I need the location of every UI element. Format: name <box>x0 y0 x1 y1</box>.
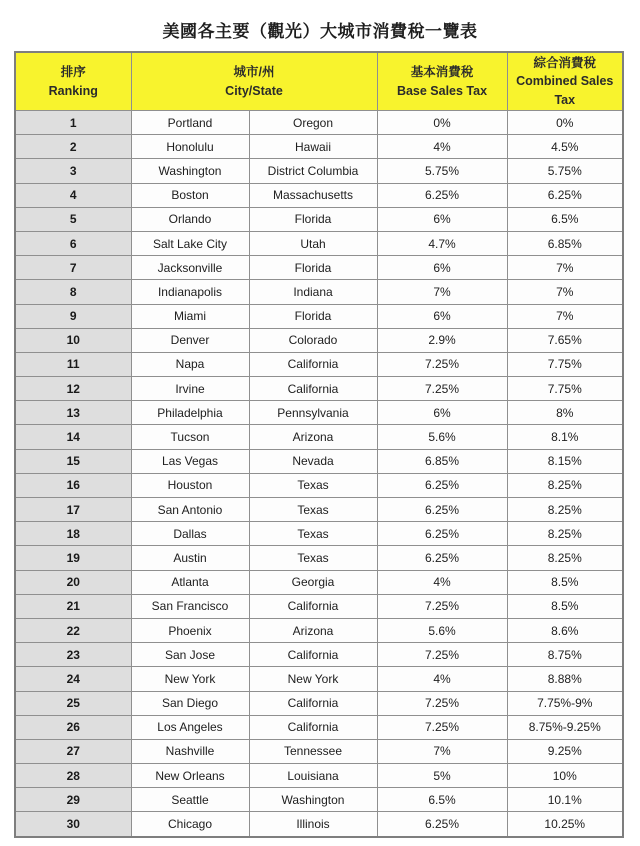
base-tax-cell: 5.6% <box>377 425 507 449</box>
city-cell: Los Angeles <box>131 715 249 739</box>
combined-tax-cell: 8.25% <box>507 522 623 546</box>
table-row <box>15 207 623 231</box>
base-tax-cell: 6.5% <box>377 788 507 812</box>
city-cell: San Jose <box>131 643 249 667</box>
header-ranking-en: Ranking <box>48 83 98 98</box>
table-row <box>15 328 623 352</box>
city-cell: Nashville <box>131 739 249 763</box>
base-tax-cell: 5.6% <box>377 618 507 642</box>
header-base-tax-zh: 基本消費稅 <box>410 65 474 80</box>
base-tax-cell: 6.25% <box>377 812 507 837</box>
table-row <box>15 812 623 837</box>
state-cell: Arizona <box>249 618 377 642</box>
rank-cell: 6 <box>15 231 131 255</box>
state-cell: Colorado <box>249 328 377 352</box>
base-tax-cell: 4% <box>377 135 507 159</box>
city-cell: Miami <box>131 304 249 328</box>
state-cell: Tennessee <box>249 739 377 763</box>
combined-tax-cell: 0% <box>507 111 623 135</box>
table-row <box>15 643 623 667</box>
combined-tax-cell: 6.5% <box>507 207 623 231</box>
table-row <box>15 570 623 594</box>
table-row <box>15 498 623 522</box>
city-cell: New York <box>131 667 249 691</box>
rank-cell: 19 <box>15 546 131 570</box>
rank-cell: 18 <box>15 522 131 546</box>
combined-tax-cell: 7.75%-9% <box>507 691 623 715</box>
rank-cell: 22 <box>15 618 131 642</box>
city-cell: San Francisco <box>131 594 249 618</box>
base-tax-cell: 0% <box>377 111 507 135</box>
header-combined-tax-zh: 綜合消費稅 <box>533 56 596 71</box>
combined-tax-cell: 8.5% <box>507 570 623 594</box>
rank-cell: 28 <box>15 764 131 788</box>
rank-cell: 7 <box>15 256 131 280</box>
table-row <box>15 377 623 401</box>
city-cell: Phoenix <box>131 618 249 642</box>
table-row <box>15 304 623 328</box>
state-cell: Washington <box>249 788 377 812</box>
base-tax-cell: 7.25% <box>377 643 507 667</box>
city-cell: Chicago <box>131 812 249 837</box>
base-tax-cell: 7.25% <box>377 715 507 739</box>
table-row <box>15 764 623 788</box>
city-cell: Austin <box>131 546 249 570</box>
sales-tax-table <box>14 51 624 838</box>
table-row <box>15 546 623 570</box>
state-cell: Oregon <box>249 111 377 135</box>
table-row <box>15 473 623 497</box>
rank-cell: 24 <box>15 667 131 691</box>
state-cell: District Columbia <box>249 159 377 183</box>
header-base-tax-en: Base Sales Tax <box>396 83 488 98</box>
table-row <box>15 739 623 763</box>
state-cell: Texas <box>249 546 377 570</box>
combined-tax-cell: 6.85% <box>507 231 623 255</box>
combined-tax-cell: 8.25% <box>507 473 623 497</box>
city-cell: Dallas <box>131 522 249 546</box>
city-cell: Seattle <box>131 788 249 812</box>
state-cell: California <box>249 594 377 618</box>
header-base-tax <box>377 52 507 111</box>
combined-tax-cell: 7% <box>507 304 623 328</box>
base-tax-cell: 6% <box>377 401 507 425</box>
combined-tax-cell: 7.75% <box>507 352 623 376</box>
rank-cell: 20 <box>15 570 131 594</box>
rank-cell: 12 <box>15 377 131 401</box>
combined-tax-cell: 7.65% <box>507 328 623 352</box>
state-cell: Arizona <box>249 425 377 449</box>
state-cell: Louisiana <box>249 764 377 788</box>
rank-cell: 9 <box>15 304 131 328</box>
city-cell: Washington <box>131 159 249 183</box>
table-row <box>15 280 623 304</box>
header-city-state-zh: 城市/州 <box>233 65 275 80</box>
table-row <box>15 135 623 159</box>
base-tax-cell: 5.75% <box>377 159 507 183</box>
city-cell: Denver <box>131 328 249 352</box>
base-tax-cell: 4% <box>377 570 507 594</box>
combined-tax-cell: 8.75% <box>507 643 623 667</box>
base-tax-cell: 7% <box>377 739 507 763</box>
state-cell: California <box>249 352 377 376</box>
state-cell: Texas <box>249 473 377 497</box>
base-tax-cell: 6.25% <box>377 546 507 570</box>
base-tax-cell: 6.85% <box>377 449 507 473</box>
city-cell: San Antonio <box>131 498 249 522</box>
combined-tax-cell: 7% <box>507 280 623 304</box>
combined-tax-cell: 7% <box>507 256 623 280</box>
rank-cell: 27 <box>15 739 131 763</box>
combined-tax-cell: 8.25% <box>507 498 623 522</box>
city-cell: San Diego <box>131 691 249 715</box>
combined-tax-cell: 8.88% <box>507 667 623 691</box>
rank-cell: 29 <box>15 788 131 812</box>
rank-cell: 26 <box>15 715 131 739</box>
city-cell: Houston <box>131 473 249 497</box>
header-combined-tax <box>507 52 623 111</box>
rank-cell: 1 <box>15 111 131 135</box>
combined-tax-cell: 8.25% <box>507 546 623 570</box>
combined-tax-cell: 8.6% <box>507 618 623 642</box>
base-tax-cell: 6% <box>377 207 507 231</box>
table-row <box>15 183 623 207</box>
state-cell: Texas <box>249 498 377 522</box>
table-row <box>15 667 623 691</box>
base-tax-cell: 6% <box>377 304 507 328</box>
table-header <box>15 52 623 111</box>
header-combined-tax-en: Combined Sales Tax <box>516 74 614 107</box>
table-row <box>15 788 623 812</box>
state-cell: Nevada <box>249 449 377 473</box>
rank-cell: 15 <box>15 449 131 473</box>
base-tax-cell: 6.25% <box>377 522 507 546</box>
rank-cell: 17 <box>15 498 131 522</box>
state-cell: Pennsylvania <box>249 401 377 425</box>
city-cell: Irvine <box>131 377 249 401</box>
city-cell: Salt Lake City <box>131 231 249 255</box>
base-tax-cell: 7% <box>377 280 507 304</box>
state-cell: Georgia <box>249 570 377 594</box>
header-ranking <box>15 52 131 111</box>
table-row <box>15 715 623 739</box>
state-cell: Florida <box>249 207 377 231</box>
table-row <box>15 594 623 618</box>
base-tax-cell: 2.9% <box>377 328 507 352</box>
combined-tax-cell: 5.75% <box>507 159 623 183</box>
city-cell: Jacksonville <box>131 256 249 280</box>
rank-cell: 2 <box>15 135 131 159</box>
combined-tax-cell: 6.25% <box>507 183 623 207</box>
state-cell: Indiana <box>249 280 377 304</box>
combined-tax-cell: 8.5% <box>507 594 623 618</box>
combined-tax-cell: 10.25% <box>507 812 623 837</box>
state-cell: Illinois <box>249 812 377 837</box>
base-tax-cell: 4% <box>377 667 507 691</box>
base-tax-cell: 4.7% <box>377 231 507 255</box>
rank-cell: 8 <box>15 280 131 304</box>
state-cell: Massachusetts <box>249 183 377 207</box>
rank-cell: 21 <box>15 594 131 618</box>
city-cell: Orlando <box>131 207 249 231</box>
table-row <box>15 522 623 546</box>
state-cell: Texas <box>249 522 377 546</box>
state-cell: Utah <box>249 231 377 255</box>
rank-cell: 25 <box>15 691 131 715</box>
rank-cell: 16 <box>15 473 131 497</box>
combined-tax-cell: 8% <box>507 401 623 425</box>
table-row <box>15 449 623 473</box>
combined-tax-cell: 8.1% <box>507 425 623 449</box>
city-cell: Napa <box>131 352 249 376</box>
rank-cell: 10 <box>15 328 131 352</box>
base-tax-cell: 6.25% <box>377 473 507 497</box>
table-row <box>15 618 623 642</box>
base-tax-cell: 7.25% <box>377 691 507 715</box>
city-cell: Atlanta <box>131 570 249 594</box>
rank-cell: 3 <box>15 159 131 183</box>
header-city-state <box>131 52 377 111</box>
state-cell: New York <box>249 667 377 691</box>
combined-tax-cell: 8.15% <box>507 449 623 473</box>
city-cell: Las Vegas <box>131 449 249 473</box>
header-city-state-en: City/State <box>225 83 283 98</box>
city-cell: New Orleans <box>131 764 249 788</box>
state-cell: Hawaii <box>249 135 377 159</box>
table-row <box>15 352 623 376</box>
page-title: 美國各主要（觀光）大城市消費稅一覽表 <box>162 22 478 41</box>
city-cell: Philadelphia <box>131 401 249 425</box>
combined-tax-cell: 8.75%-9.25% <box>507 715 623 739</box>
base-tax-cell: 5% <box>377 764 507 788</box>
state-cell: Florida <box>249 256 377 280</box>
rank-cell: 11 <box>15 352 131 376</box>
table-row <box>15 401 623 425</box>
header-ranking-zh: 排序 <box>60 65 86 80</box>
rank-cell: 13 <box>15 401 131 425</box>
base-tax-cell: 6.25% <box>377 183 507 207</box>
base-tax-cell: 7.25% <box>377 377 507 401</box>
table-row <box>15 691 623 715</box>
state-cell: Florida <box>249 304 377 328</box>
state-cell: California <box>249 691 377 715</box>
city-cell: Indianapolis <box>131 280 249 304</box>
combined-tax-cell: 10.1% <box>507 788 623 812</box>
city-cell: Boston <box>131 183 249 207</box>
table-row <box>15 256 623 280</box>
table-row <box>15 231 623 255</box>
combined-tax-cell: 4.5% <box>507 135 623 159</box>
combined-tax-cell: 10% <box>507 764 623 788</box>
rank-cell: 23 <box>15 643 131 667</box>
city-cell: Portland <box>131 111 249 135</box>
table-row <box>15 159 623 183</box>
state-cell: California <box>249 377 377 401</box>
base-tax-cell: 6.25% <box>377 498 507 522</box>
base-tax-cell: 7.25% <box>377 594 507 618</box>
rank-cell: 14 <box>15 425 131 449</box>
city-cell: Tucson <box>131 425 249 449</box>
combined-tax-cell: 9.25% <box>507 739 623 763</box>
base-tax-cell: 7.25% <box>377 352 507 376</box>
state-cell: California <box>249 643 377 667</box>
rank-cell: 30 <box>15 812 131 837</box>
base-tax-cell: 6% <box>377 256 507 280</box>
rank-cell: 4 <box>15 183 131 207</box>
state-cell: California <box>249 715 377 739</box>
city-cell: Honolulu <box>131 135 249 159</box>
table-row <box>15 111 623 135</box>
table-row <box>15 425 623 449</box>
header-row <box>15 52 623 111</box>
combined-tax-cell: 7.75% <box>507 377 623 401</box>
table-body <box>15 111 623 837</box>
rank-cell: 5 <box>15 207 131 231</box>
